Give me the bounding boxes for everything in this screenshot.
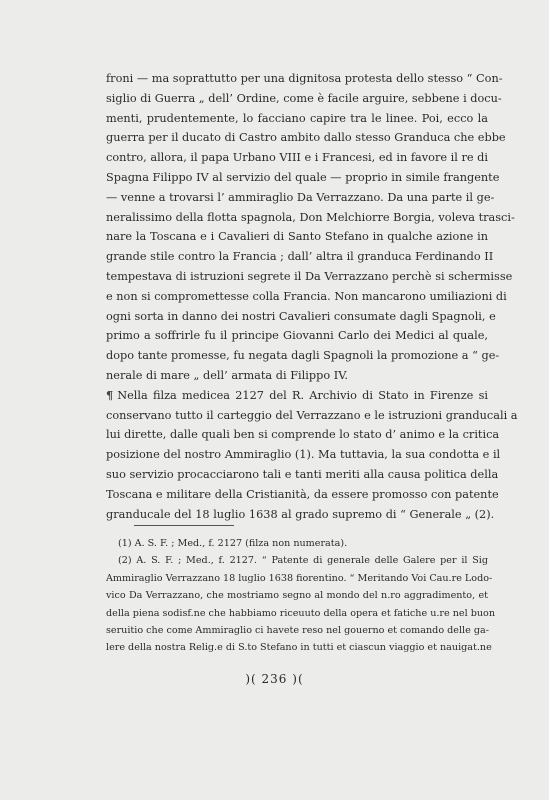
footnote-line: Ammiraglio Verrazzano 18 luglio 1638 fiorentino. “ Meritando Voi Cau.re Lodo- (106, 572, 493, 584)
footnote-divider (134, 525, 234, 526)
body-line: posizione del nostro Ammiraglio (1). Ma tuttavia, la sua condotta e il (106, 448, 501, 462)
footnotes (106, 535, 495, 657)
body-line: grande stile contro la Francia ; dall’ altra il granduca Ferdinando II (106, 250, 494, 264)
footnote-line: seruitio che come Ammiraglio ci havete reso nel gouerno et comando delle ga- (106, 625, 489, 637)
body-line: guerra per il ducato di Castro ambito dallo stesso Granduca che ebbe (106, 131, 506, 145)
body-text (106, 69, 518, 524)
body-line: conservano tutto il carteggio del Verrazzano e le istruzioni granducali a (106, 408, 518, 422)
pilcrow-icon: ¶ (106, 387, 114, 402)
body-line: Spagna Filippo IV al servizio del quale — proprio in simile frangente (106, 170, 500, 184)
body-line: neralissimo della flotta spagnola, Don Melchiorre Borgia, voleva trasci- (106, 210, 515, 224)
body-line: Toscana e militare della Cristianità, da essere promosso con patente (106, 487, 499, 501)
footnote-1: (1) A. S. F. ; Med., f. 2127 (filza non numerata). (118, 538, 348, 549)
body-line: nare la Toscana e i Cavalieri di Santo Stefano in qualche azione in (106, 230, 488, 244)
body-line: e non si compromettesse colla Francia. Non mancarono umiliazioni di (106, 289, 507, 303)
body-line: suo servizio procacciarono tali e tanti meriti alla causa politica della (106, 467, 499, 481)
body-line: ogni sorta in danno dei nostri Cavalieri consumate dagli Spagnoli, e (106, 309, 496, 323)
body-line-text: Nella filza medicea 2127 del R. Archivio di Stato in Firenze si (117, 388, 488, 402)
footnote-line: vico Da Verrazzano, che mostriamo segno al mondo del n.ro aggradimento, et (106, 590, 488, 602)
body-line: dopo tante promesse, fu negata dagli Spagnoli la promozione a “ ge- (106, 349, 500, 363)
page-number: )( 236 )( (245, 672, 304, 686)
footnote-line: della piena sodisf.ne che habbiamo riceuuto della opera et fatiche u.re nel buon (106, 607, 495, 619)
body-line: granducale del 18 luglio 1638 al grado supremo di “ Generale „ (2). (106, 507, 495, 521)
body-line: froni — ma soprattutto per una dignitosa protesta dello stesso “ Con- (106, 72, 503, 85)
body-line: — venne a trovarsi l’ ammiraglio Da Verrazzano. Da una parte il ge- (106, 190, 495, 204)
body-line: primo a soffrirle fu il principe Giovanni Carlo dei Medici al quale, (106, 329, 488, 343)
body-line: tempestava di istruzioni segrete il Da Verrazzano perchè si schermisse (106, 269, 513, 283)
body-line: contro, allora, il papa Urbano VIII e i Francesi, ed in favore il re di (106, 151, 488, 165)
body-line: nerale di mare „ dell’ armata di Filippo IV. (106, 368, 348, 382)
footnote-line: lere della nostra Relig.e di S.to Stefano in tutti et ciascun viaggio et nauigat.ne (106, 642, 492, 654)
body-line: siglio di Guerra „ dell’ Ordine, come è facile arguire, sebbene i docu- (106, 91, 502, 105)
footnote-2: (2) A. S. F. ; Med., f. 2127. “ Patente di generale delle Galere per il Sig (118, 555, 488, 567)
body-line: menti, prudentemente, lo facciano capire tra le linee. Poi, ecco la (106, 111, 488, 125)
paragraph-start-line (106, 386, 488, 406)
body-line: lui dirette, dalle quali ben si comprende lo stato d’ animo e la critica (106, 428, 500, 442)
